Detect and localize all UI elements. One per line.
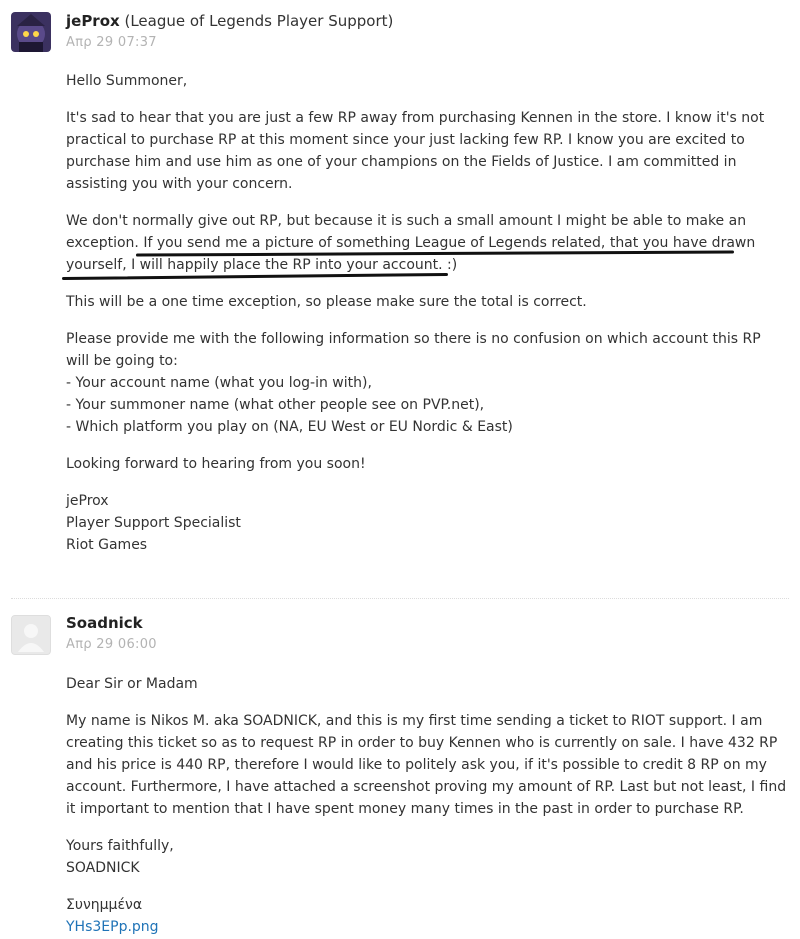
author-line (66, 614, 143, 632)
paragraph-text: We don't normally give out RP, but because it is such a small amount I might be able to make an exception. (66, 213, 747, 251)
author-name[interactable]: jeProx (66, 12, 120, 30)
author-name[interactable]: Soadnick (66, 614, 143, 632)
message-body (66, 673, 788, 938)
signature-line: Player Support Specialist (66, 515, 241, 531)
default-avatar-icon (12, 616, 50, 654)
closing-name: SOADNICK (66, 860, 140, 876)
list-item: - Your account name (what you log-in with), (66, 375, 372, 391)
attachments-label: Συνημμένα (66, 897, 143, 913)
message-body (66, 70, 788, 556)
closing-line: Yours faithfully, (66, 838, 174, 854)
attachment-link[interactable]: YHs3EPp.png (66, 919, 159, 935)
list-item: - Your summoner name (what other people see on PVP.net), (66, 397, 485, 413)
paragraph: Please provide me with the following information so there is no confusion on which account this RP will be going to: (66, 331, 761, 369)
avatar-soadnick[interactable] (11, 615, 51, 655)
info-list (66, 372, 788, 438)
signature-line: jeProx (66, 493, 109, 509)
paragraph: This will be a one time exception, so please make sure the total is correct. (66, 294, 587, 310)
attachments (66, 894, 788, 938)
list-item: - Which platform you play on (NA, EU West or EU Nordic & East) (66, 419, 513, 435)
paragraph (66, 210, 788, 276)
avatar-jeprox[interactable] (11, 12, 51, 52)
greeting: Dear Sir or Madam (66, 676, 198, 692)
message-divider (11, 598, 789, 599)
paragraph: Looking forward to hearing from you soon! (66, 456, 366, 472)
author-line (66, 12, 393, 30)
message-date: Απρ 29 07:37 (66, 35, 157, 50)
signature-line: Riot Games (66, 537, 148, 553)
message-date: Απρ 29 06:00 (66, 637, 157, 652)
greeting: Hello Summoner, (66, 73, 188, 89)
paragraph: It's sad to hear that you are just a few RP away from purchasing Kennen in the store. I know it's not practical to purchase RP at this moment since your just lacking few RP. I know you are excited to purchase him and use him as one of your champions on the Fields of Justice. I am committed in assisting you with your concern. (66, 110, 765, 192)
highlighted-offer-text: If you send me a picture of something League of Legends related, that you have drawn yourself, I will happily place the RP into your account. :) (66, 235, 756, 273)
closing (66, 835, 788, 879)
signature (66, 490, 788, 556)
avatar-image-icon (11, 12, 51, 52)
paragraph: My name is Nikos M. aka SOADNICK, and this is my first time sending a ticket to RIOT support. I am creating this ticket so as to request RP in order to buy Kennen who is currently on sale. I have 432 RP and his price is 440 RP, therefore I would like to politely ask you, if it's possible to credit 8 RP on my account. Furthermore, I have attached a screenshot proving my amount of RP. Last but not least, I find it important to mention that I have spent money many times in the past in order to purchase RP. (66, 713, 787, 817)
author-role: (League of Legends Player Support) (124, 12, 394, 30)
